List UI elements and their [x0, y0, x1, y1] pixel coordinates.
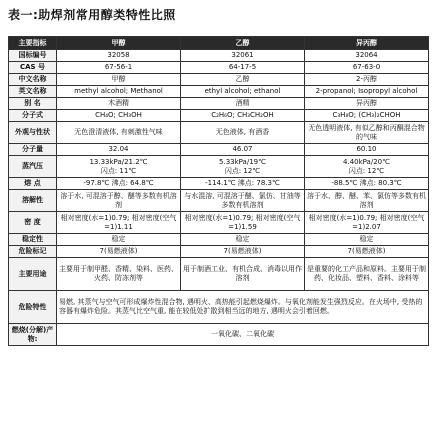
row-label: 稳定性: [9, 234, 57, 246]
row-label: 国标编号: [9, 50, 57, 62]
table-cell: 甲醇: [57, 74, 181, 86]
table-header-row: [9, 37, 429, 50]
table-cell: 相对密度(水=1)0.79; 相对密度(空气=1)1.59: [181, 212, 305, 234]
table-cell: -97.8℃ 沸点: 64.8℃: [57, 178, 181, 190]
table-row: [9, 246, 429, 258]
table-cell: [305, 156, 429, 178]
cell-line: 13.33kPa/21.2℃: [89, 157, 148, 166]
table-cell: 2-丙醇: [305, 74, 429, 86]
table-cell: 67-63-0: [305, 62, 429, 74]
row-label: 危险标记: [9, 246, 57, 258]
table-row: [9, 86, 429, 98]
table-row: [9, 212, 429, 234]
row-label: 危险特性: [9, 291, 57, 324]
table-row: [9, 74, 429, 86]
danger-row: [9, 291, 429, 324]
row-label: 分子式: [9, 110, 57, 122]
table-cell: -114.1℃ 沸点: 78.3℃: [181, 178, 305, 190]
table-cell: 主要用于制甲醛、香精、染料、医药、火药、防冻剂等: [57, 258, 181, 291]
table-cell: 32058: [57, 50, 181, 62]
row-label: 溶解性: [9, 190, 57, 212]
row-label: 主要用途: [9, 258, 57, 291]
table-cell: 稳定: [181, 234, 305, 246]
alcohol-comparison-table: [8, 36, 428, 346]
cell-line: 5.33kPa/19℃: [219, 157, 266, 166]
table-cell: 异丙醇: [305, 98, 429, 110]
table-row: [9, 156, 429, 178]
table-cell: 与水混溶, 可混溶于醚、氯仿、甘油等多数有机溶剂: [181, 190, 305, 212]
row-label: 密 度: [9, 212, 57, 234]
table-cell: C₃H₈O; (CH₃)₂CHOH: [305, 110, 429, 122]
table-cell: 7(易燃液体): [305, 246, 429, 258]
table-body: [9, 50, 429, 346]
table-row: [9, 98, 429, 110]
table-cell: 7(易燃液体): [181, 246, 305, 258]
table-cell: CH₄O; CH₃OH: [57, 110, 181, 122]
table-cell: -88.5℃ 沸点: 80.3℃: [305, 178, 429, 190]
table-cell: [57, 156, 181, 178]
table-cell: 相对密度(水=1)0.79; 相对密度(空气=1)1.11: [57, 212, 181, 234]
combustion-text: 一氧化碳、二氧化碳: [57, 324, 429, 346]
table-cell: 46.07: [181, 144, 305, 156]
row-label: 中文名称: [9, 74, 57, 86]
table-cell: 相对密度(水=1)0.79; 相对密度(空气=1)2.07: [305, 212, 429, 234]
table-cell: 无色透明液体, 有似乙醇和丙酮混合物的气味: [305, 122, 429, 144]
row-label: CAS 号: [9, 62, 57, 74]
table-cell: 溶于水、醇、醚、苯、氯仿等多数有机溶剂: [305, 190, 429, 212]
table-cell: ethyl alcohol; ethanol: [181, 86, 305, 98]
table-cell: 32.04: [57, 144, 181, 156]
row-label: 熔 点: [9, 178, 57, 190]
table-cell: [181, 156, 305, 178]
table-cell: 酒精: [181, 98, 305, 110]
table-cell: 稳定: [305, 234, 429, 246]
table-row: [9, 110, 429, 122]
table-cell: 32061: [181, 50, 305, 62]
row-label: 外观与性状: [9, 122, 57, 144]
header-cell-indicator: 主要指标: [9, 37, 57, 50]
table-row: [9, 122, 429, 144]
table-row: [9, 234, 429, 246]
table-cell: 是重要的化工产品和原料。主要用于制药、化妆品、塑料、香料、涂料等: [305, 258, 429, 291]
table-cell: 无色液体, 有酒香: [181, 122, 305, 144]
table-row: [9, 50, 429, 62]
cell-line: 闪点: 12℃: [224, 166, 261, 175]
table-row: [9, 144, 429, 156]
row-label: 蒸汽压: [9, 156, 57, 178]
row-label: 燃烧(分解)产物:: [9, 324, 57, 346]
row-label: 别 名: [9, 98, 57, 110]
table-cell: 用于制酒工业、有机合成、消毒以用作溶剂: [181, 258, 305, 291]
table-cell: 乙醇: [181, 74, 305, 86]
combustion-row: [9, 324, 429, 346]
page-title: 表一:助焊剂常用醇类特性比照: [8, 8, 176, 22]
row-label: 分子量: [9, 144, 57, 156]
table-cell: 32064: [305, 50, 429, 62]
table-cell: methyl alcohol; Methanol: [57, 86, 181, 98]
cell-line: 闪点: 11℃: [100, 166, 137, 175]
table-cell: 无色澄清液体, 有刺激性气味: [57, 122, 181, 144]
table-cell: 木酒精: [57, 98, 181, 110]
table-cell: 60.10: [305, 144, 429, 156]
table-cell: 稳定: [57, 234, 181, 246]
table-cell: 溶于水, 可混溶于醇、醚等多数有机溶剂: [57, 190, 181, 212]
table-cell: 7(易燃液体): [57, 246, 181, 258]
danger-text: 易燃, 其蒸气与空气可形成爆炸性混合物, 遇明火、高热能引起燃烧爆炸。与氧化剂能发生强烈反应。在火场中, 受热的容器有爆炸危险。其蒸气比空气重, 能在较低处扩散到相当远的地方, 遇明火会引着回燃。: [57, 291, 429, 324]
header-cell-isopropanol: 异丙醇: [305, 37, 429, 50]
table-cell: C₂H₆O; CH₃CH₂OH: [181, 110, 305, 122]
header-cell-methanol: 甲醇: [57, 37, 181, 50]
table-row: [9, 190, 429, 212]
table-cell: 64-17-5: [181, 62, 305, 74]
row-label: 英文名称: [9, 86, 57, 98]
header-cell-ethanol: 乙醇: [181, 37, 305, 50]
table-row: [9, 62, 429, 74]
table-cell: 2-propanol; Isopropyl alcohol: [305, 86, 429, 98]
table-row: [9, 178, 429, 190]
table-cell: 67-56-1: [57, 62, 181, 74]
cell-line: 4.40kPa/20℃: [343, 157, 390, 166]
table-row: [9, 258, 429, 291]
cell-line: 闪点: 12℃: [348, 166, 385, 175]
data-table: [8, 36, 429, 346]
